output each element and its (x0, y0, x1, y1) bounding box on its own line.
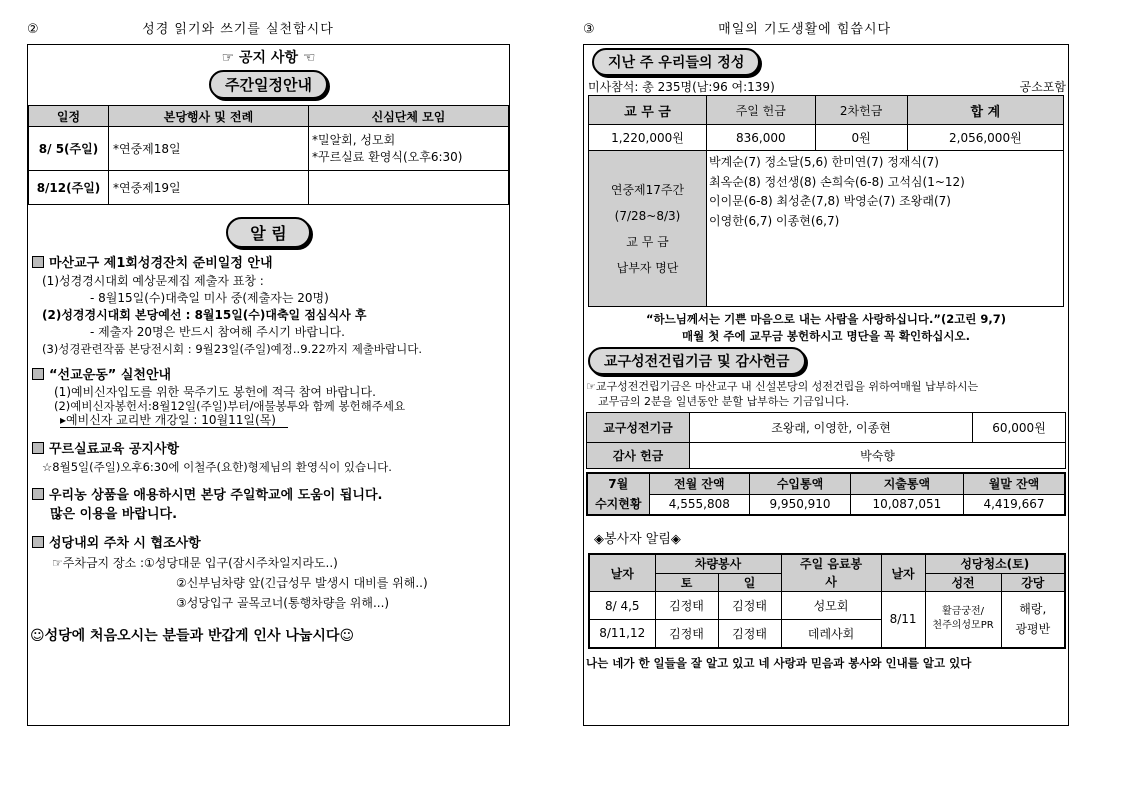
fund-desc: 교무금의 2분을 일년동안 분할 납부하는 기금입니다. (598, 395, 850, 408)
finance-value: 10,087,051 (850, 494, 963, 515)
left-header (27, 18, 334, 37)
schedule-pill: 주간일정안내 (209, 70, 328, 99)
vol-clean-line: 천주의성모PR (932, 620, 994, 632)
finance-label-line: 수지현황 (595, 497, 642, 511)
offering-value: 2,056,000원 (907, 125, 1063, 151)
schedule-row (29, 127, 509, 171)
schedule-header-date: 일정 (29, 106, 109, 127)
notice-line: ②신부님차량 앞(긴급성무 발생시 대비를 위해..) (176, 576, 428, 590)
quote-note: 매월 첫 주에 교무금 봉헌하시고 명단을 꼭 확인하십시오. (682, 329, 970, 343)
schedule-event: *연중제18일 (109, 127, 309, 171)
donor-line: 이이문(6-8) 최성춘(7,8) 박영순(7) 조왕래(7) (709, 194, 951, 208)
vol-clean-date: 8/11 (881, 592, 925, 648)
volunteer-table (588, 553, 1066, 649)
right-header (583, 18, 891, 37)
finance-label (587, 473, 649, 515)
square-bullet-icon (32, 536, 44, 548)
donor-label-line: 교 무 금 (626, 234, 669, 249)
square-bullet-icon (32, 368, 44, 380)
vol-header-sun: 일 (718, 573, 781, 592)
vol-clean-hall (1001, 592, 1065, 648)
page-number: ② (27, 22, 40, 37)
offering-value: 1,220,000원 (589, 125, 707, 151)
vol-drink: 성모회 (781, 592, 881, 620)
volunteer-row (589, 592, 1065, 620)
vol-header-date: 날자 (589, 554, 655, 592)
finance-label-line: 7월 (608, 477, 629, 491)
notice-line: ③성당입구 골목코너(통행차량을 위해...) (176, 596, 390, 610)
vol-sat: 김정태 (655, 620, 718, 648)
vol-drink: 데레사회 (781, 620, 881, 648)
vol-header-car: 차량봉사 (655, 554, 781, 573)
vol-header-drink: 주일 음료봉사 (781, 554, 881, 592)
donor-line: 박계순(7) 정소달(5,6) 한미연(7) 정재식(7) (709, 155, 939, 169)
finance-value: 9,950,910 (750, 494, 851, 515)
section-title: 마산교구 제1회성경잔치 준비일정 안내 (49, 256, 273, 271)
notice-line: (1)성경경시대회 예상문제집 제출자 표창 : (42, 274, 264, 288)
notice-line: - 8월15일(수)대축일 미사 중(제출자는 20명) (90, 291, 329, 305)
left-frame (27, 44, 510, 726)
schedule-group-line: *꾸르실료 환영식(오후6:30) (312, 149, 463, 164)
vol-clean-sanctuary (925, 592, 1001, 648)
schedule-date: 8/ 5(주일) (29, 127, 109, 171)
schedule-table (28, 105, 509, 205)
notice-title: ☞ 공지 사항 ☜ (221, 50, 316, 66)
fund-names: 조왕래, 이영한, 이종현 (690, 413, 973, 443)
schedule-header-event: 본당행사 및 전례 (109, 106, 309, 127)
left-page (27, 22, 510, 726)
quote: “하느님께서는 기쁜 마음으로 내는 사람을 사랑하십니다.”(2고린 9,7) (645, 312, 1007, 326)
vol-header-hall: 강당 (1001, 573, 1065, 592)
notice-line: (1)예비신자입도를 위한 묵주기도 봉헌에 적극 참여 바랍니다. (54, 385, 376, 399)
header-text: 매일의 기도생활에 힘씁시다 (718, 22, 892, 37)
vol-header-sat: 토 (655, 573, 718, 592)
vol-clean-line: 광평반 (1015, 622, 1051, 637)
offering-value: 0원 (815, 125, 907, 151)
finance-value: 4,555,808 (649, 494, 750, 515)
alert-pill: 알 림 (226, 217, 310, 248)
fund-table (586, 412, 1066, 469)
donor-label-line: 납부자 명단 (616, 260, 679, 275)
donor-label (589, 151, 707, 307)
finance-header: 전월 잔액 (649, 473, 750, 494)
offering-header: 합 계 (907, 96, 1063, 125)
offering-header: 주일 헌금 (707, 96, 816, 125)
vol-header-date2: 날자 (881, 554, 925, 592)
vol-header-sanctuary: 성전 (925, 573, 1001, 592)
vol-clean-line: 활금궁전/ (942, 606, 985, 618)
right-page (583, 22, 1069, 726)
square-bullet-icon (32, 442, 44, 454)
notice-line: (2)성경경시대회 본당예선 : 8월15일(수)대축일 점심식사 후 (42, 308, 367, 322)
offering-value: 836,000 (707, 125, 816, 151)
schedule-header-group: 신심단체 모임 (309, 106, 509, 127)
notice-section-farm (28, 486, 509, 524)
offering-header: 교 무 금 (589, 96, 707, 125)
notice-line: 우리농 상품을 애용하시면 본당 주일학교에 도움이 됩니다. (49, 488, 383, 503)
vol-clean-line: 해랑, (1019, 602, 1047, 617)
attendance-text: 미사참석: 총 235명(남:96 여:139) (588, 80, 775, 94)
donor-line: 이영한(6,7) 이종현(6,7) (709, 213, 840, 228)
schedule-row (29, 171, 509, 205)
finance-header: 수입통액 (750, 473, 851, 494)
notice-line: (3)성경관련작품 본당전시회 : 9월23일(주일)예정..9.22까지 제출바랍니다. (42, 342, 423, 356)
donor-label-line: 연중제17주간 (610, 182, 685, 197)
volunteer-title: ◈봉사자 알림◈ (594, 532, 681, 547)
section-title: “선교운동” 실천안내 (49, 368, 172, 383)
section-title: 성당내외 주차 시 협조사항 (49, 536, 201, 551)
notice-section-bible (28, 254, 509, 358)
vol-sun: 김정태 (718, 620, 781, 648)
donor-line: 최옥순(8) 정선생(8) 손희숙(6-8) 고석심(1~12) (709, 174, 965, 189)
schedule-group-line: *밀알회, 성모회 (312, 132, 396, 147)
finance-header: 지출통액 (850, 473, 963, 494)
square-bullet-icon (32, 256, 44, 268)
fund-names: 박숙향 (690, 443, 1066, 469)
notice-line: ▸예비신자 교리반 개강일 : 10월11일(목) (60, 413, 288, 428)
finance-table (586, 472, 1066, 516)
offering-table (588, 95, 1064, 307)
fund-amount: 60,000원 (973, 413, 1066, 443)
fund-desc: ☞교구성전건립기금은 마산교구 내 신설본당의 성전건립을 위하여매월 납부하시는 (586, 380, 979, 393)
left-footer: ☺성당에 처음오시는 분들과 반갑게 인사 나눕시다☺ (30, 628, 355, 644)
schedule-group (309, 171, 509, 205)
finance-header: 월말 잔액 (963, 473, 1065, 494)
fund-pill: 교구성전건립기금 및 감사헌금 (588, 347, 806, 375)
notice-section-cursillo (28, 440, 509, 476)
notice-section-parking (28, 534, 509, 613)
right-frame (583, 44, 1069, 726)
fund-label: 감사 헌금 (587, 443, 690, 469)
square-bullet-icon (32, 488, 44, 500)
notice-line: ☆8월5일(주일)오후6:30에 이철주(요한)형제님의 환영식이 있습니다. (42, 460, 392, 474)
offering-pill: 지난 주 우리들의 정성 (592, 48, 760, 76)
page-number: ③ (583, 22, 596, 37)
notice-line: 많은 이용을 바랍니다. (50, 507, 178, 522)
notice-line: - 제출자 20명은 반드시 참여해 주시기 바랍니다. (90, 325, 345, 339)
right-footer: 나는 네가 한 일들을 잘 알고 있고 네 사랑과 믿음과 봉사와 인내를 알고 있다 (586, 655, 972, 670)
schedule-date: 8/12(주일) (29, 171, 109, 205)
donor-names (707, 151, 1064, 307)
section-title: 꾸르실료교육 공지사항 (49, 442, 180, 457)
vol-header-clean: 성당청소(토) (925, 554, 1065, 573)
notice-line: (2)예비신자봉헌서:8월12일(주일)부터/애물봉투와 함께 봉헌해주세요 (54, 399, 406, 413)
notice-section-mission (28, 366, 509, 428)
attendance-note: 공소포함 (1019, 80, 1066, 94)
vol-date: 8/ 4,5 (589, 592, 655, 620)
schedule-event: *연중제19일 (109, 171, 309, 205)
fund-label: 교구성전기금 (587, 413, 690, 443)
notice-line: ☞주차금지 장소 :①성당대문 입구(잠시주차일지라도..) (52, 556, 338, 570)
vol-sat: 김정태 (655, 592, 718, 620)
donor-label-line: (7/28~8/3) (614, 208, 681, 223)
vol-sun: 김정태 (718, 592, 781, 620)
finance-value: 4,419,667 (963, 494, 1065, 515)
header-text: 성경 읽기와 쓰기를 실천합시다 (142, 22, 334, 37)
vol-date: 8/11,12 (589, 620, 655, 648)
offering-header: 2차헌금 (815, 96, 907, 125)
schedule-group (309, 127, 509, 171)
